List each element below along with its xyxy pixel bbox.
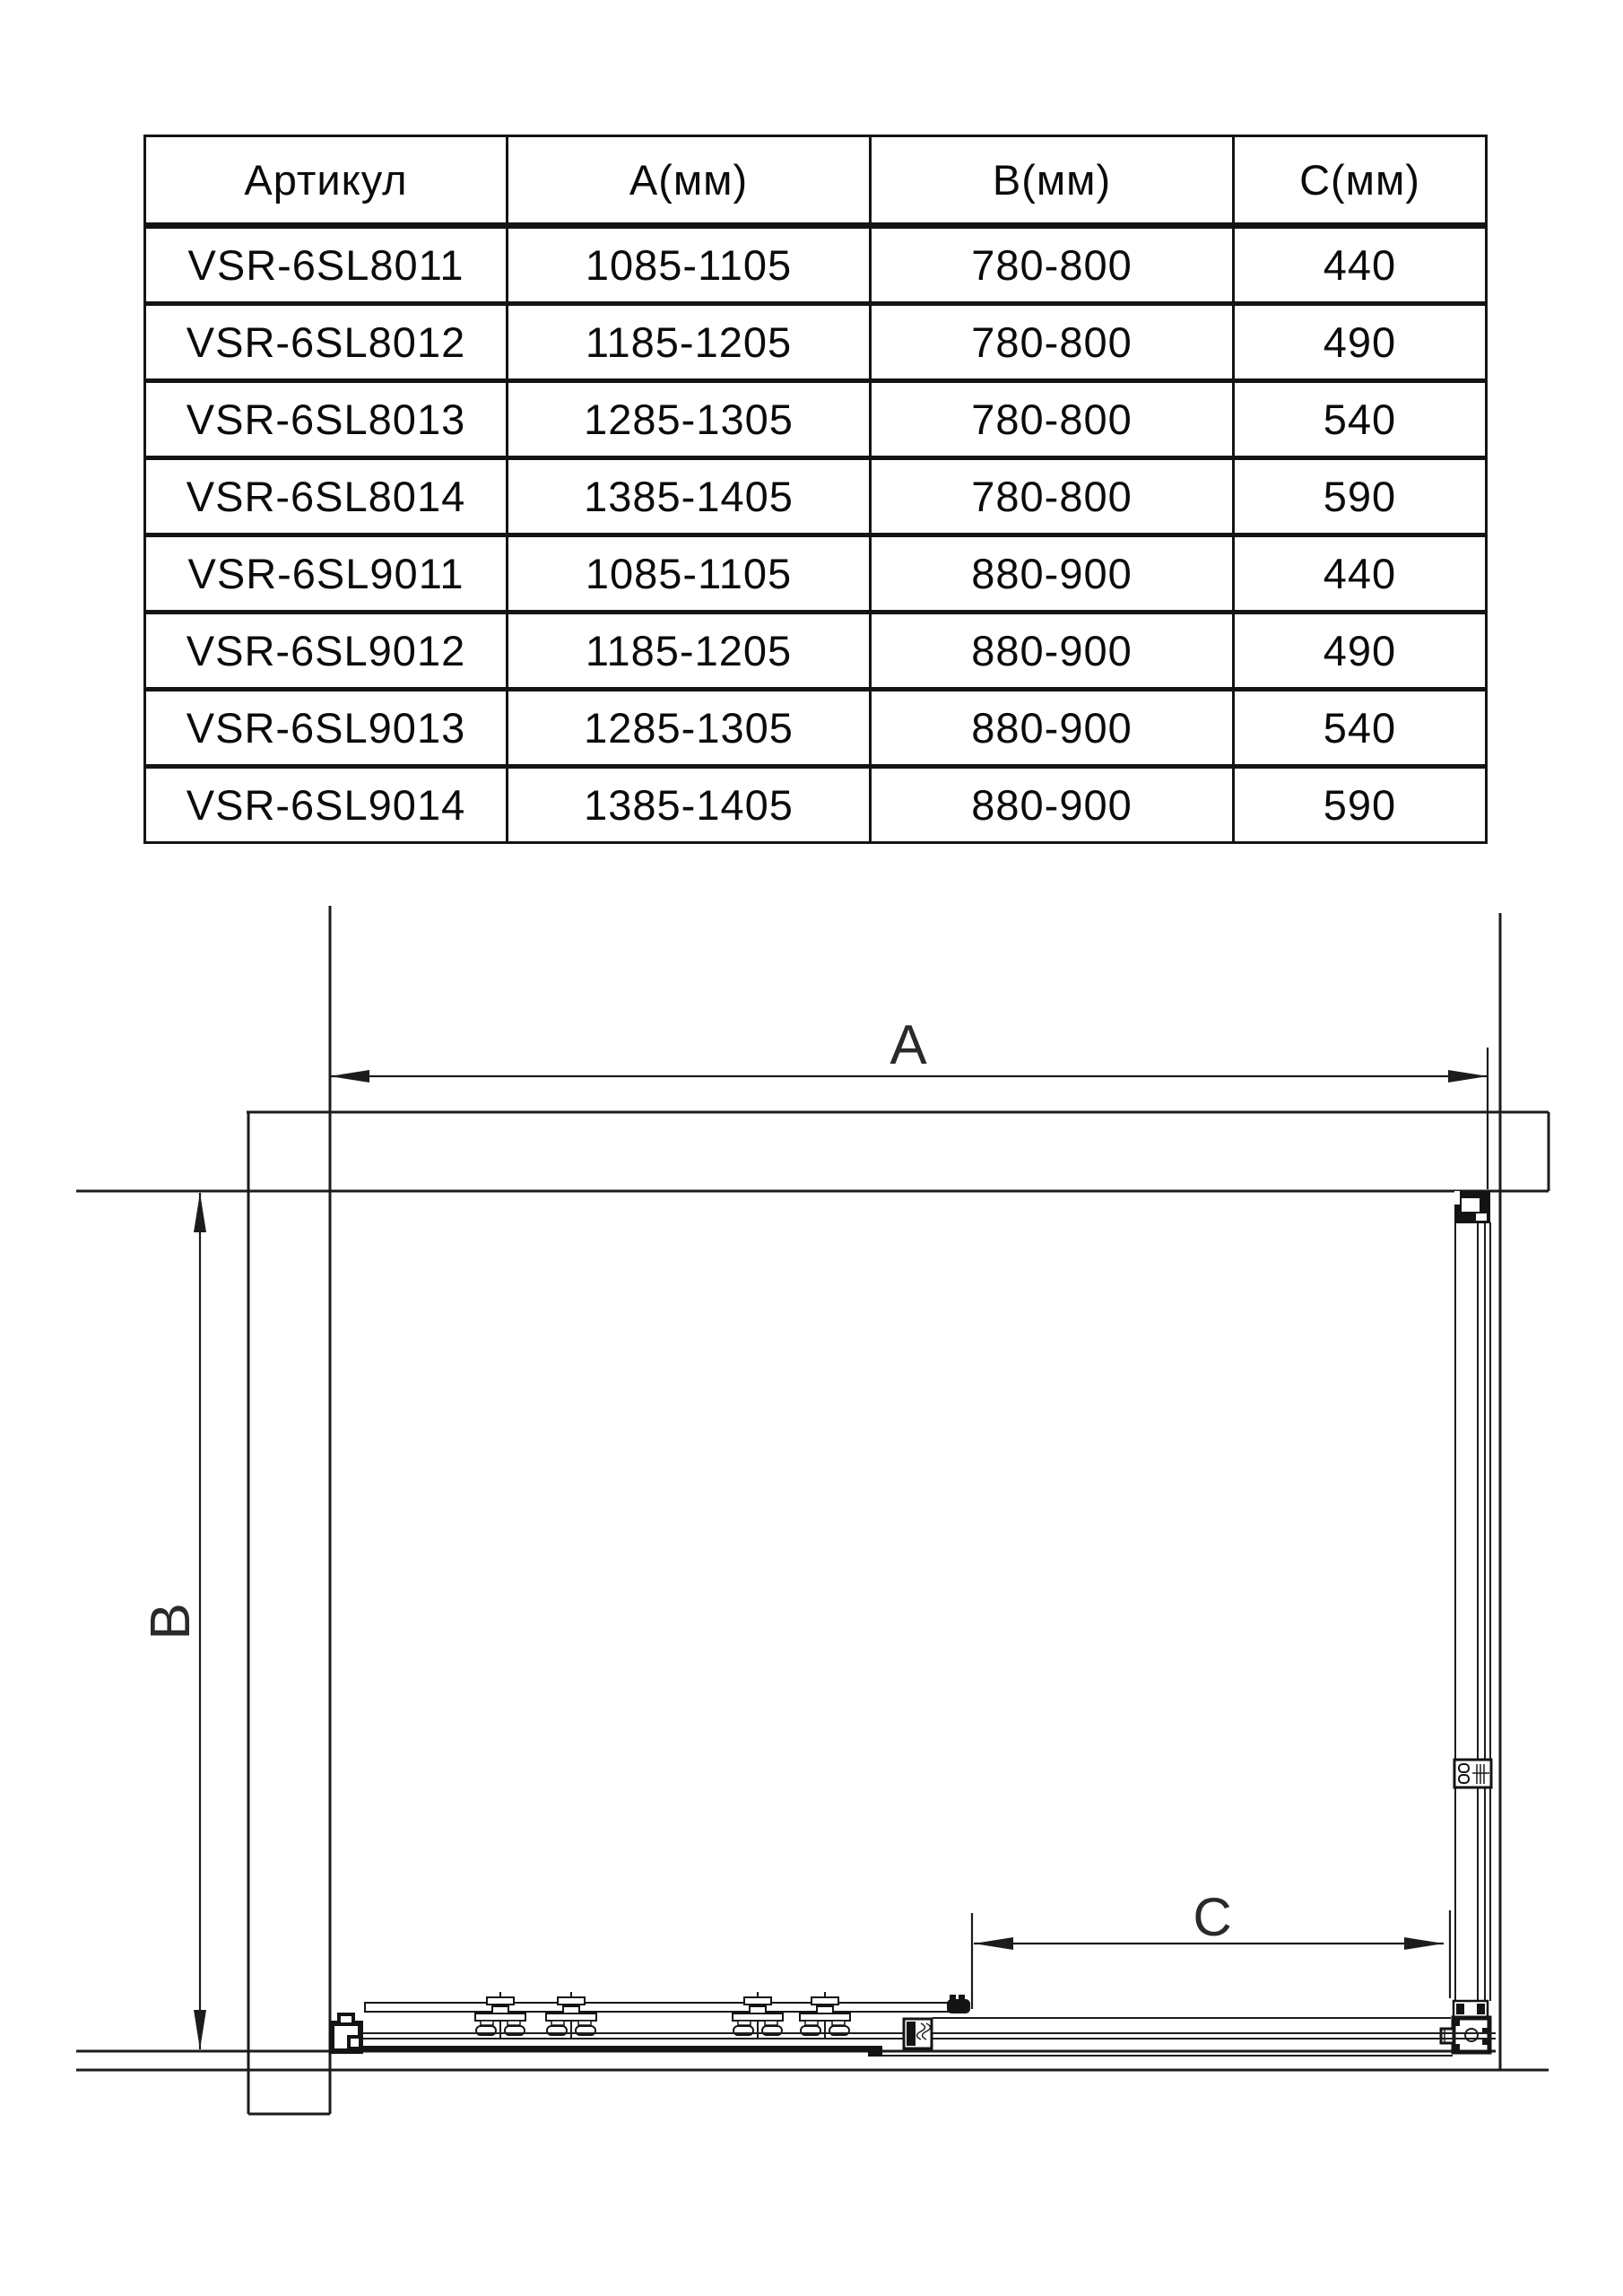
arrowhead-up-icon: [194, 1193, 206, 1232]
table-cell: 1285-1305: [508, 381, 871, 458]
table-cell: 1385-1405: [508, 458, 871, 535]
arrowhead-left-icon: [974, 1937, 1013, 1950]
table-cell: 780-800: [871, 226, 1234, 304]
panel-top-bracket: [1454, 1191, 1490, 1223]
table-cell: 490: [1234, 613, 1487, 690]
arrowhead-left-icon: [330, 1070, 369, 1083]
arrowhead-right-icon: [1448, 1070, 1488, 1083]
dimension-c: [972, 1887, 1450, 2009]
table-cell: 1185-1205: [508, 304, 871, 381]
corner-block-tab: [1441, 2029, 1454, 2043]
right-glass-panel: [1454, 1191, 1491, 2017]
roller-clamp: [475, 1992, 525, 2038]
table-cell: VSR-6SL8013: [145, 381, 508, 458]
table-cell: 1085-1105: [508, 226, 871, 304]
left-wall: [248, 906, 330, 2114]
dim-b-label: B: [140, 1603, 202, 1640]
table-cell: 880-900: [871, 535, 1234, 613]
panel-interlock: [904, 2019, 932, 2048]
arrowhead-right-icon: [1404, 1937, 1444, 1950]
dimension-a: [330, 1014, 1488, 1189]
header-cell: Артикул: [145, 136, 508, 226]
panel-mid-clamp: [1454, 1760, 1491, 1787]
table-cell: VSR-6SL9011: [145, 535, 508, 613]
panel-bottom-bracket: [1454, 2001, 1488, 2017]
table-cell: VSR-6SL9012: [145, 613, 508, 690]
door-left-profile: [332, 2014, 360, 2051]
table-cell: 440: [1234, 535, 1487, 613]
roller-clamp: [800, 1992, 850, 2038]
sliding-glass-panel: [365, 2003, 952, 2012]
outer-boundary: [76, 913, 1549, 2070]
table-cell: 880-900: [871, 767, 1234, 843]
table-cell: 590: [1234, 767, 1487, 843]
table-cell: VSR-6SL8012: [145, 304, 508, 381]
table-cell: 880-900: [871, 690, 1234, 767]
table-cell: 590: [1234, 458, 1487, 535]
table-cell: 1185-1205: [508, 613, 871, 690]
table-cell: 880-900: [871, 613, 1234, 690]
dim-c-label: C: [1193, 1887, 1232, 1947]
dimension-b: [140, 1193, 206, 2049]
table-cell: 780-800: [871, 381, 1234, 458]
table-cell: 540: [1234, 381, 1487, 458]
table-cell: 780-800: [871, 304, 1234, 381]
table-cell: 780-800: [871, 458, 1234, 535]
sliding-door-assembly: [332, 1992, 1496, 2057]
header-cell: А(мм): [508, 136, 871, 226]
table-cell: 440: [1234, 226, 1487, 304]
roller-clamp: [546, 1992, 596, 2038]
header-cell: В(мм): [871, 136, 1234, 226]
arrowhead-down-icon: [194, 2010, 206, 2049]
top-wall: [76, 1112, 1549, 1191]
door-end-cap: [947, 1995, 970, 2013]
table-cell: 1385-1405: [508, 767, 871, 843]
table-cell: VSR-6SL9014: [145, 767, 508, 843]
corner-block: [1441, 2018, 1489, 2052]
table-cell: 540: [1234, 690, 1487, 767]
table-cell: 490: [1234, 304, 1487, 381]
roller-clamp: [733, 1992, 783, 2038]
table-cell: 1285-1305: [508, 690, 871, 767]
table-cell: VSR-6SL8011: [145, 226, 508, 304]
header-cell: С(мм): [1234, 136, 1487, 226]
table-cell: 1085-1105: [508, 535, 871, 613]
table-cell: VSR-6SL8014: [145, 458, 508, 535]
table-cell: VSR-6SL9013: [145, 690, 508, 767]
dim-a-label: A: [890, 1014, 927, 1076]
